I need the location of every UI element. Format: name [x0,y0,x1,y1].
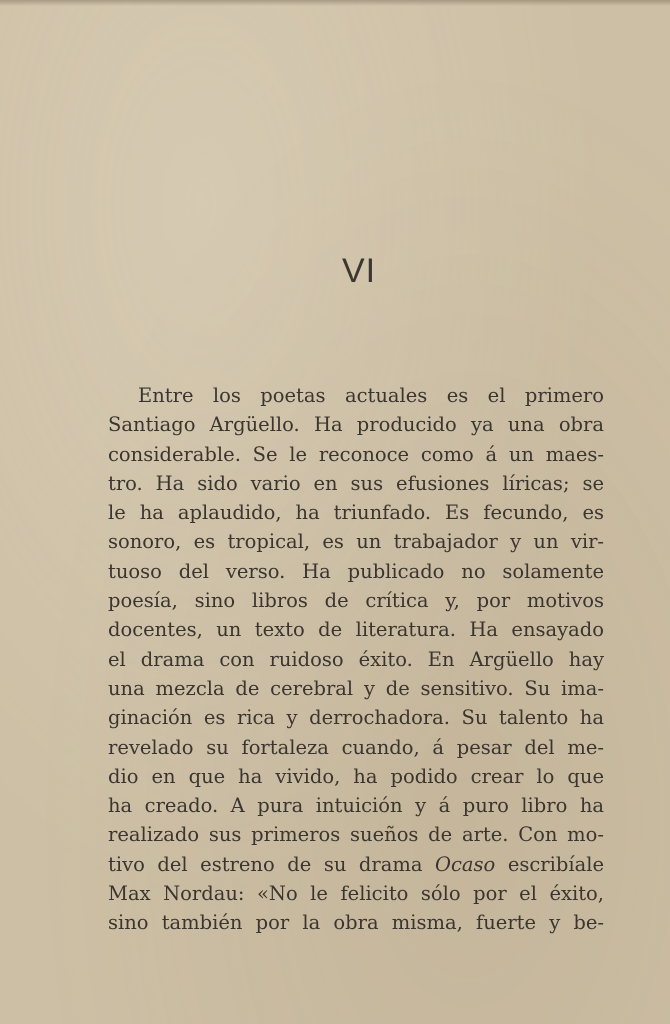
text-line: dio en que ha vivido, ha podido crear lo que [108,764,604,788]
text-line: sonoro, es tropical, es un trabajador y un vir- [108,530,604,554]
text-line: sino también por la obra misma, fuerte y be- [108,911,604,935]
text-line: ha creado. A pura intuición y á puro libro ha [108,794,604,818]
drama-title: Ocaso [435,852,496,876]
text-line: realizado sus primeros sueños de arte. Con mo- [108,823,604,847]
text-line: una mezcla de cerebral y de sensitivo. Su ima- [108,676,604,700]
page-top-edge [0,0,670,6]
text-segment: escribíale [495,852,604,876]
text-segment: tivo del estreno de su drama [108,852,436,876]
text-line: el drama con ruidoso éxito. En Argüello hay [108,647,604,671]
chapter-heading: VI [341,252,377,290]
text-line: poesía, sino libros de crítica y, por motivos [108,589,604,613]
text-line-with-title [108,850,604,879]
text-line: docentes, un texto de literatura. Ha ensayado [108,618,604,642]
text-line: ginación es rica y derrochadora. Su talento ha [108,706,604,730]
text-line: Santiago Argüello. Ha producido ya una obra [108,413,604,437]
text-line: revelado su fortaleza cuando, á pesar del me- [108,735,604,759]
text-line: tuoso del verso. Ha publicado no solamente [108,559,604,583]
body-paragraph [108,381,604,938]
text-line: le ha aplaudido, ha triunfado. Es fecundo, es [108,501,604,525]
text-line: Entre los poetas actuales es el primero [138,384,604,407]
text-line: Max Nordau: «No le felicito sólo por el éxito, [108,882,604,906]
text-line: considerable. Se le reconoce como á un maes- [108,442,604,466]
text-line: tro. Ha sido vario en sus efusiones líricas; se [108,471,604,495]
